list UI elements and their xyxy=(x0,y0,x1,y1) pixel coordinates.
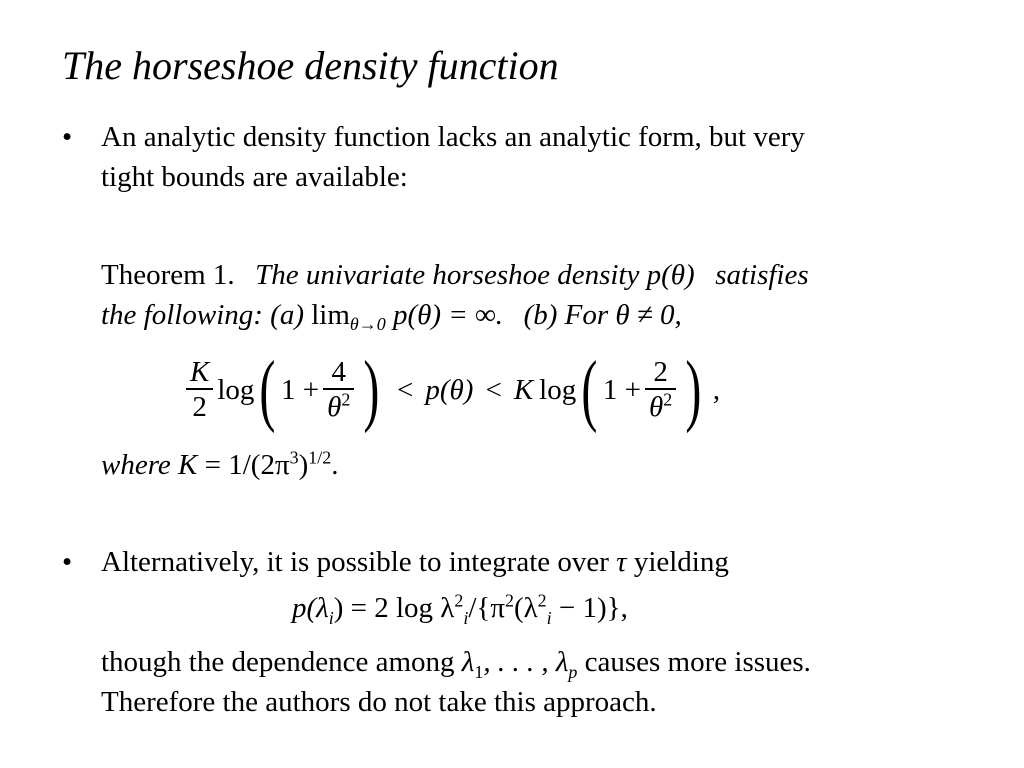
theorem-line-1 xyxy=(101,255,981,295)
theorem-lim-rhs: p(θ) = ∞. xyxy=(393,299,504,331)
theorem-label: Theorem 1. xyxy=(101,259,235,291)
k-right: K xyxy=(513,374,534,406)
theorem-part-b: (b) For xyxy=(523,299,609,331)
k-definition: where $K = 1/(2\pi^3)^{1/2}$. xyxy=(101,447,339,481)
one-plus-right: 1 + xyxy=(602,374,641,406)
k-def-eq: = 1/(2π xyxy=(204,449,290,481)
theorem-part-a: the following: (a) xyxy=(101,299,304,331)
bullet-2-text: Alternatively, it is possible to integrate over τ yielding xyxy=(101,546,729,578)
bullet-1-line-2: tight bounds are available: xyxy=(101,161,408,193)
bullet-1-line-1: An analytic density function lacks an analytic form, but very xyxy=(101,121,805,153)
bullet-1-text xyxy=(101,117,981,197)
one-plus-left: 1 + xyxy=(281,374,320,406)
log-right: log xyxy=(539,374,577,406)
bullet-2-line-4: Therefore the authors do not take this approach. xyxy=(101,686,657,718)
log-left: log xyxy=(217,374,255,406)
p-theta-mid: p(θ) xyxy=(425,374,474,406)
theorem-condition: θ ≠ 0, xyxy=(615,299,682,331)
tau-symbol: τ xyxy=(616,546,627,578)
slide-title: The horseshoe density function xyxy=(62,43,559,88)
where-label: where xyxy=(101,449,171,481)
lambda-equation: $p(\lambda_i) = 2$ $\log \lambda^2_i/\{\pi^2(\lambda^2_i - 1)\}$, xyxy=(292,590,628,628)
lt-right: < xyxy=(485,374,502,406)
theorem-lim-sub: θ→0 xyxy=(349,314,386,334)
theorem-line-2 xyxy=(101,295,981,344)
k-def-exp3: 3 xyxy=(289,447,299,468)
bullet-2-line-3: though the dependence among $\lambda_1$, . . . , $\lambda_p$ causes more issues. xyxy=(101,646,811,682)
frac-2-over-theta-sq: $\frac{2}{\theta^2}$ xyxy=(645,356,676,424)
lt-left: < xyxy=(397,374,414,406)
theorem-density: p(θ) xyxy=(646,259,695,291)
frac-k-over-2: $\frac{K}{2}$ xyxy=(186,356,213,424)
theorem-intro: The univariate horseshoe density xyxy=(255,259,640,291)
theorem-lim: lim xyxy=(311,299,350,331)
bullet-2-marker: • xyxy=(62,546,73,578)
frac-4-over-theta-sq: $\frac{4}{\theta^2}$ xyxy=(323,356,354,424)
k-def-lhs: K xyxy=(178,449,198,481)
bullet-1-marker: • xyxy=(62,121,73,153)
theorem-satisfies: satisfies xyxy=(715,259,809,291)
ineq-comma: , xyxy=(712,374,721,406)
bullet-2-continuation xyxy=(101,642,981,722)
theorem-inequality: $\frac{K}{2}$ log ( 1 + $\frac{4}{\theta^2}$ ) < p(θ) < K log ( 1 + $\frac{2}{\theta^2}$ ) , xyxy=(182,340,720,440)
theorem-block xyxy=(101,255,981,344)
k-def-exp: 1/2 xyxy=(308,447,332,468)
